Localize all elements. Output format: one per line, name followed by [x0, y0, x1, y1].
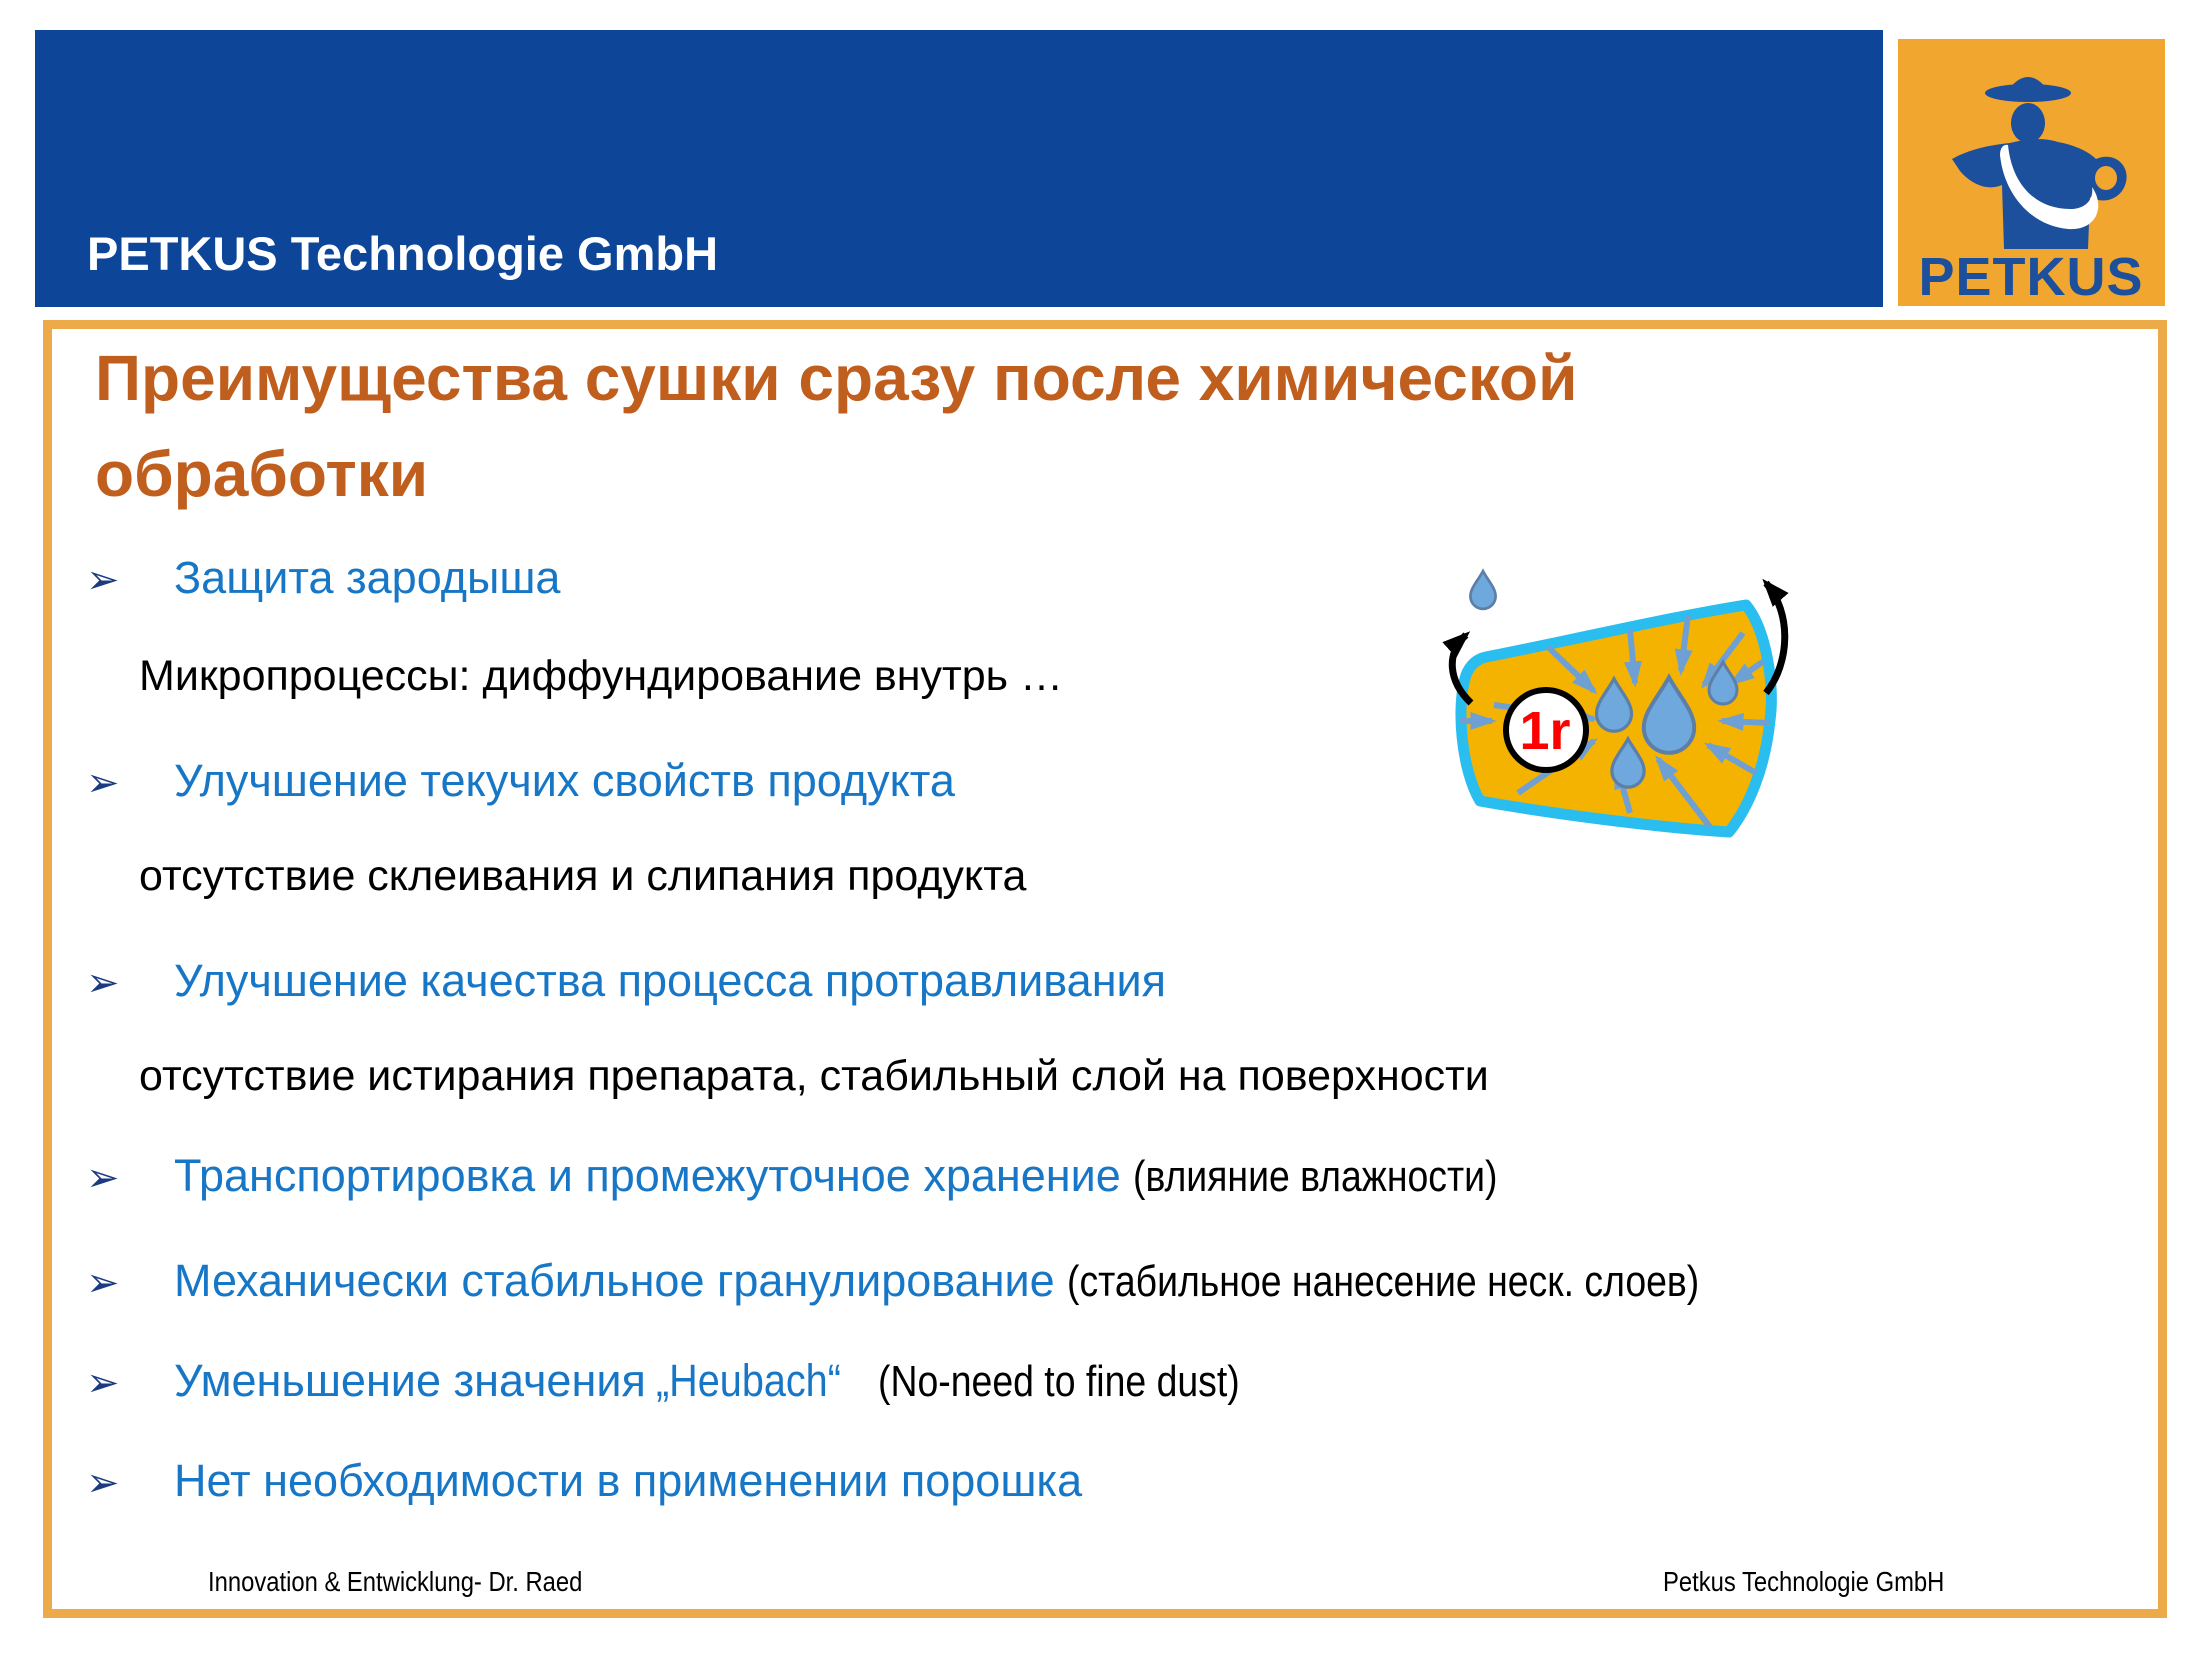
arrow-bullet-icon: ➢	[86, 1361, 120, 1405]
bullet-note: (No-need to fine dust)	[877, 1357, 1240, 1406]
bullet-text: Защита зародыша	[174, 552, 561, 603]
petkus-farmer-icon	[1898, 39, 2165, 306]
step-badge-label: 1r	[1519, 701, 1571, 761]
bullet-note: (стабильное нанесение неск. слоев)	[1066, 1257, 1699, 1306]
arrow-bullet-icon: ➢	[86, 1156, 120, 1200]
arrow-bullet-icon: ➢	[86, 558, 120, 602]
page-title-line2: обработки	[95, 438, 429, 510]
footer-author: Innovation & Entwicklung- Dr. Raed	[208, 1566, 583, 1597]
bullet-note: (влияние влажности)	[1132, 1152, 1498, 1201]
bullet-text: Нет необходимости в применении порошка	[174, 1455, 1083, 1506]
bullet-text: Механически стабильное гранулирование	[174, 1255, 1055, 1306]
page-title-line1: Преимущества сушки сразу после химической	[95, 342, 1578, 414]
bullet-text: Транспортировка и промежуточное хранение	[174, 1150, 1121, 1201]
arrow-bullet-icon: ➢	[86, 761, 120, 805]
bullet-item-2	[86, 755, 955, 807]
bullet-text: Улучшение качества процесса протравливания	[174, 955, 1167, 1006]
bullet-item-3	[86, 955, 1166, 1007]
arrow-bullet-icon: ➢	[86, 1461, 120, 1505]
arrow-bullet-icon: ➢	[86, 1261, 120, 1305]
bullet-text: Улучшение текучих свойств продукта	[174, 755, 955, 806]
bullet-quoted-term: „Heubach“	[655, 1355, 841, 1406]
bullet-item-1	[86, 552, 560, 604]
header-bar	[35, 30, 1883, 307]
bullet-text: Уменьшение значения	[174, 1355, 646, 1406]
bullet-item-6	[86, 1355, 1304, 1407]
bullet-item-5	[86, 1255, 1811, 1307]
petkus-logo-text: PETKUS	[1918, 247, 2144, 306]
footer-company: Petkus Technologie GmbH	[1663, 1566, 1945, 1597]
bullet-subtext: отсутствие истирания препарата, стабильный слой на поверхности	[139, 1052, 1489, 1100]
bullet-item-4	[86, 1150, 1562, 1202]
seed-diffusion-illustration	[1398, 555, 1823, 855]
page-title	[95, 330, 1577, 522]
bullet-subtext: отсутствие склеивания и слипания продукта	[139, 852, 1027, 900]
bullet-subtext: Микропроцессы: диффундирование внутрь …	[139, 652, 1063, 700]
bullet-item-7	[86, 1455, 1082, 1507]
petkus-logo	[1898, 39, 2165, 306]
arrow-bullet-icon: ➢	[86, 961, 120, 1005]
header-company-title: PETKUS Technologie GmbH	[87, 227, 719, 280]
